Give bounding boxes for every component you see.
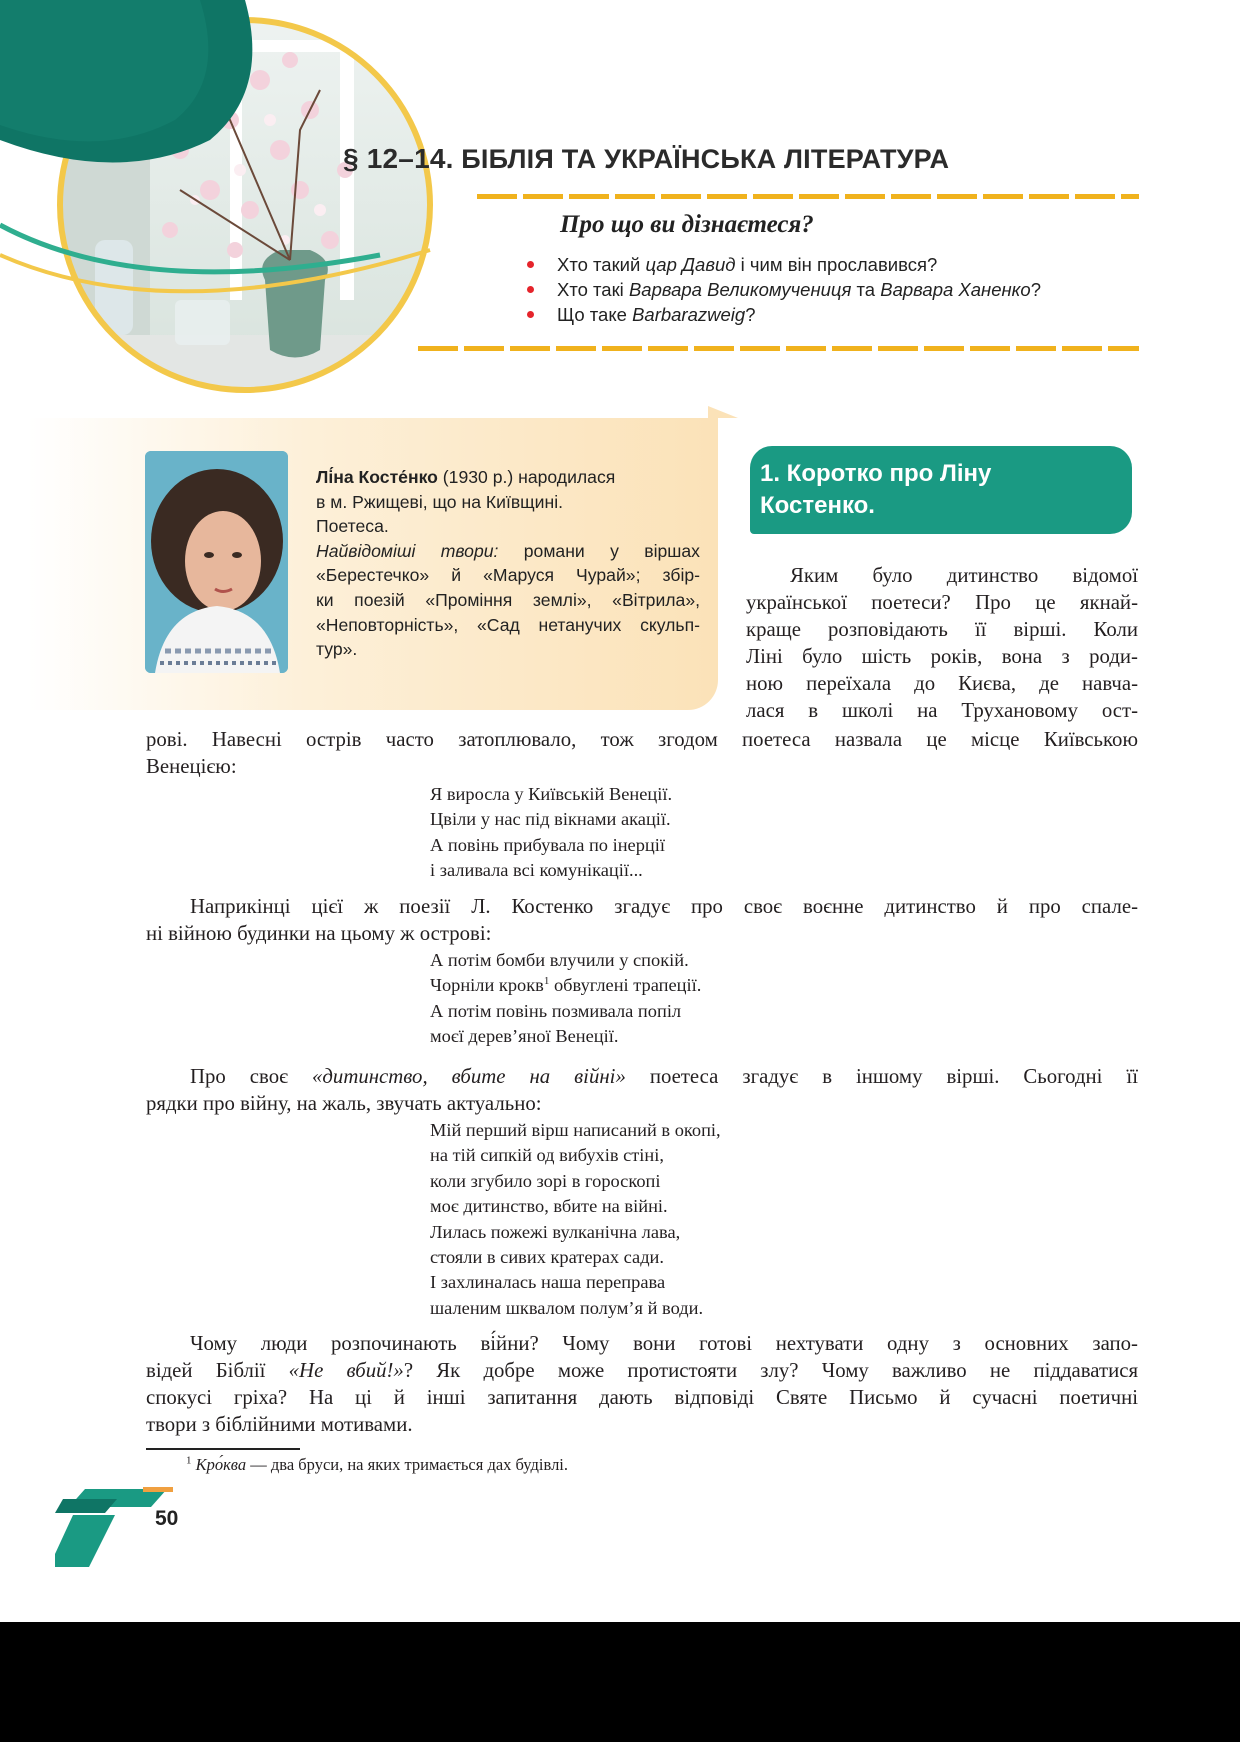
text-line: Ліні було шість років, вона з роди- <box>746 645 1138 668</box>
poem-line: коли згубило зорі в гороскопі <box>430 1170 661 1191</box>
portrait-photo <box>145 451 288 673</box>
poem-line: на тій сипкій од вибухів стіні, <box>430 1145 664 1166</box>
learn-item: Що таке Barbarazweig? <box>525 302 1041 327</box>
bio-line: ки поезій «Проміння землі», «Вітрила», <box>316 589 700 610</box>
bio-line: романи у віршах <box>498 540 700 561</box>
title-divider-bottom <box>418 346 1139 351</box>
text-line: ною переїхала до Києва, де навча- <box>746 672 1138 695</box>
bio-text <box>316 465 700 662</box>
footnote-rule <box>146 1448 300 1450</box>
learn-title: Про що ви дізнаєтеся? <box>560 211 814 238</box>
poem-line: і заливала всі комунікації... <box>430 860 643 881</box>
footnote-mark: 1 <box>543 975 550 988</box>
section1-heading-line: 1. Коротко про Ліну <box>760 460 992 487</box>
bio-line: «Берестечко» й «Маруся Чурай»; збір- <box>316 565 700 586</box>
poem-line: Я виросла у Київській Венеції. <box>430 784 673 804</box>
text-line: рядки про війну, на жаль, звучать актуально: <box>146 1092 542 1115</box>
text-line: спокусі гріха? На ці й інші запитання дають відповіді Святе Письмо й сучасні поетичні <box>146 1386 1138 1409</box>
poem-line: А потім бомби влучили у спокій. <box>430 950 689 970</box>
poem-line: шаленим шквалом полум’я й води. <box>430 1297 704 1318</box>
bio-line: «Неповторність», «Сад нетанучих скульп- <box>316 614 700 635</box>
works-label: Найвідоміші твори: <box>316 540 499 561</box>
poem-1 <box>430 782 672 884</box>
bio-line: тур». <box>316 639 358 660</box>
bio-line: Поетеса. <box>316 516 389 537</box>
section1-heading <box>750 446 1132 534</box>
text-line: відей Біблії «Не вбий!»? Як добре може протистояти злу? Чому важливо не піддаватися <box>146 1359 1139 1382</box>
footnote-number: 1 <box>186 1454 192 1467</box>
poem-line: Лилась пожежі вулканічна лава, <box>430 1221 681 1242</box>
section1-heading-line: Костенко. <box>760 492 875 519</box>
poem-line: І захлиналась наша переправа <box>430 1272 666 1293</box>
footnote-text: — два бруси, на яких тримається дах будівлі. <box>246 1455 569 1474</box>
poem-line: Мій перший вірш написаний в окопі, <box>430 1120 721 1140</box>
poem-2 <box>430 948 701 1050</box>
text-line: краще розповідають її вірші. Коли <box>746 618 1138 641</box>
footnote-term: Кро́ква <box>195 1455 247 1474</box>
text-line: Наприкінці цієї ж поезії Л. Костенко згадує про своє воєнне дитинство й про спале- <box>190 895 1138 918</box>
text-line: лася в школі на Трухановому ост- <box>746 699 1138 722</box>
poem-line: моєї дерев’яної Венеції. <box>430 1026 619 1047</box>
learn-item: Хто такий цар Давид і чим він прославився? <box>525 252 1041 277</box>
bio-line: в м. Ржищеві, що на Київщині. <box>316 491 563 512</box>
text-line: Чому люди розпочинають ві́йни? Чому вони готові нехтувати одну з основних запо- <box>190 1332 1138 1355</box>
text-line: Про своє «дитинство, вбите на війні» поетеса згадує в іншому вірші. Сьогодні її <box>190 1065 1138 1088</box>
footnote <box>186 1455 568 1475</box>
text-line: Яким було дитинство відомої <box>790 564 1138 587</box>
author-born: (1930 р.) народилася <box>437 467 616 487</box>
page-number: 50 <box>155 1507 179 1530</box>
title-divider-top <box>477 194 1139 199</box>
author-name: Лі́на Косте́нко <box>316 467 438 487</box>
learn-list <box>525 252 1041 327</box>
section-number: § 12–14. <box>343 143 454 174</box>
poem-line: Чорніли крокв$^1$ обвуглені трапеції. <box>430 975 702 996</box>
learn-item: Хто такі Варвара Великомучениця та Варвара Ханенко? <box>525 277 1041 302</box>
poem-line: А повінь прибувала по інерції <box>430 834 665 855</box>
poem-line: моє дитинство, вбите на війні. <box>430 1196 668 1217</box>
section-title <box>343 143 949 175</box>
text-line: твори з біблійними мотивами. <box>146 1413 413 1436</box>
poem-line: стояли в сивих кратерах сади. <box>430 1247 664 1268</box>
poem-line: А потім повінь позмивала попіл <box>430 1000 682 1021</box>
text-line: Венецією: <box>146 755 237 778</box>
poem-line: Цвіли у нас під вікнами акації. <box>430 809 671 830</box>
poem-3 <box>430 1118 721 1321</box>
section-title-text: БІБЛІЯ ТА УКРАЇНСЬКА ЛІТЕРАТУРА <box>461 144 950 174</box>
header-illustration <box>0 0 470 430</box>
text-line: української поетеси? Про це якнай- <box>746 591 1138 614</box>
text-line: ні війною будинки на цьому ж острові: <box>146 922 492 945</box>
text-line: рові. Навесні острів часто затоплювало, тож згодом поетеса назвала це місце Київською <box>146 728 1138 751</box>
